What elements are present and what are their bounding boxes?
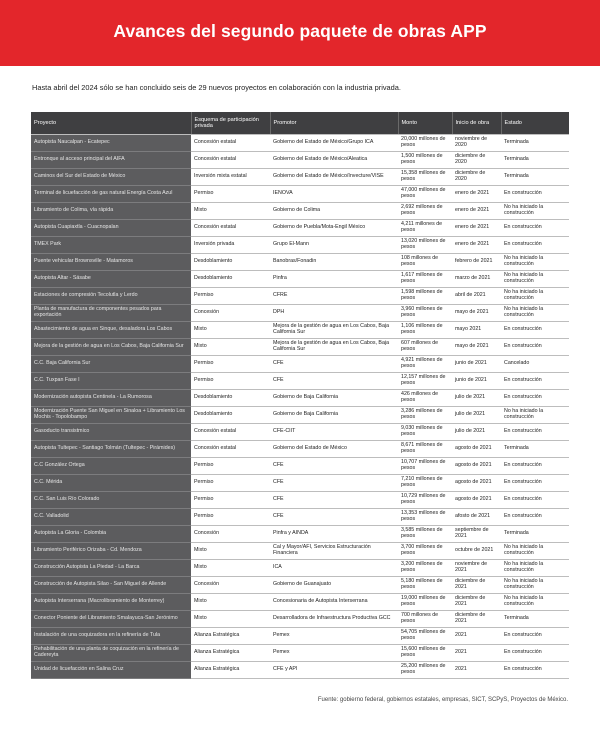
cell-promotor: Gobierno del Estado de México <box>270 441 398 458</box>
cell-estado: No ha iniciado la construcción <box>501 407 569 424</box>
cell-esquema: Permiso <box>191 509 270 526</box>
cell-esquema: Mixto <box>191 322 270 339</box>
cell-esquema: Permiso <box>191 475 270 492</box>
cell-estado: En construcción <box>501 220 569 237</box>
cell-inicio: octubre de 2021 <box>452 543 501 560</box>
cell-inicio: diciembre de 2021 <box>452 577 501 594</box>
cell-proyecto: TMEX Park <box>31 237 191 254</box>
projects-table <box>31 112 569 679</box>
cell-esquema: Mixto <box>191 543 270 560</box>
cell-monto: 25,200 millones de pesos <box>398 662 452 679</box>
cell-monto: 4,211 millones de pesos <box>398 220 452 237</box>
cell-inicio: junio de 2021 <box>452 356 501 373</box>
cell-promotor: Gobierno de Baja California <box>270 390 398 407</box>
table-row <box>31 492 569 509</box>
cell-monto: 7,210 millones de pesos <box>398 475 452 492</box>
cell-estado: En construcción <box>501 186 569 203</box>
cell-proyecto: Libramiento de Colima, vía rápida <box>31 203 191 220</box>
cell-proyecto: Entronque al acceso principal del AIFA <box>31 152 191 169</box>
cell-estado: No ha iniciado la construcción <box>501 577 569 594</box>
cell-esquema: Concesión <box>191 577 270 594</box>
cell-monto: 700 millones de pesos <box>398 611 452 628</box>
cell-esquema: Alianza Estratégica <box>191 628 270 645</box>
cell-estado: En construcción <box>501 628 569 645</box>
source-note: Fuente: gobierno federal, gobiernos estatales, empresas, SICT, SCPyS, Proyectos de México. <box>317 697 568 703</box>
cell-monto: 2,692 millones de pesos <box>398 203 452 220</box>
table-row <box>31 628 569 645</box>
cell-monto: 1,500 millones de pesos <box>398 152 452 169</box>
cell-monto: 15,358 millones de pesos <box>398 169 452 186</box>
cell-proyecto: Rehabilitación de una planta de coquización en la refinería de Cadereyta <box>31 645 191 662</box>
title-banner <box>0 0 600 66</box>
cell-proyecto: Modernización autopista Centinela - La Rumorosa <box>31 390 191 407</box>
cell-promotor: CFE <box>270 356 398 373</box>
cell-estado: En construcción <box>501 492 569 509</box>
cell-inicio: septiembre de 2021 <box>452 526 501 543</box>
cell-promotor: CFE-CIIT <box>270 424 398 441</box>
cell-proyecto: Instalación de una coquizadora en la refinería de Tula <box>31 628 191 645</box>
cell-esquema: Concesión estatal <box>191 441 270 458</box>
table-row <box>31 390 569 407</box>
cell-proyecto: Gasoducto transistmico <box>31 424 191 441</box>
cell-monto: 5,180 millones de pesos <box>398 577 452 594</box>
table-row <box>31 356 569 373</box>
cell-inicio: enero de 2021 <box>452 220 501 237</box>
cell-monto: 1,598 millones de pesos <box>398 288 452 305</box>
table-row <box>31 543 569 560</box>
cell-proyecto: Conector Poniente del Libramiento Smalayuca-San Jerónimo <box>31 611 191 628</box>
cell-promotor: IENOVA <box>270 186 398 203</box>
cell-promotor: DPH <box>270 305 398 322</box>
cell-proyecto: C.C. Mérida <box>31 475 191 492</box>
cell-proyecto: Puente vehicular Brownsville - Matamoros <box>31 254 191 271</box>
cell-proyecto: Abastecimiento de agua en Sinque, desaladora Los Cabos <box>31 322 191 339</box>
cell-proyecto: C.C. Tuxpan Fase I <box>31 373 191 390</box>
cell-esquema: Concesión estatal <box>191 220 270 237</box>
cell-promotor: CFE <box>270 492 398 509</box>
cell-proyecto: Construcción de Autopista Silao - San Miguel de Allende <box>31 577 191 594</box>
cell-promotor: Pemex <box>270 645 398 662</box>
cell-esquema: Alianza Estratégica <box>191 645 270 662</box>
cell-estado: No ha iniciado la construcción <box>501 560 569 577</box>
cell-promotor: Pinfra <box>270 271 398 288</box>
cell-monto: 3,700 millones de pesos <box>398 543 452 560</box>
table-row <box>31 526 569 543</box>
table-row <box>31 339 569 356</box>
cell-esquema: Inversión mixta estatal <box>191 169 270 186</box>
cell-esquema: Mixto <box>191 594 270 611</box>
cell-monto: 13,020 millones de pesos <box>398 237 452 254</box>
cell-monto: 47,000 millones de pesos <box>398 186 452 203</box>
cell-monto: 1,106 millones de pesos <box>398 322 452 339</box>
cell-inicio: afosto de 2021 <box>452 509 501 526</box>
table-row <box>31 577 569 594</box>
cell-proyecto: C.C. Baja California Sur <box>31 356 191 373</box>
cell-estado: En construcción <box>501 662 569 679</box>
cell-inicio: 2021 <box>452 645 501 662</box>
table-row <box>31 594 569 611</box>
cell-proyecto: Modernización Puente San Miguel en Sinaloa + Libramiento Los Mochis - Topolobampo <box>31 407 191 424</box>
table-row <box>31 611 569 628</box>
table-row <box>31 186 569 203</box>
table-body <box>31 135 569 679</box>
cell-estado: No ha iniciado la construcción <box>501 594 569 611</box>
cell-inicio: noviembre de 2020 <box>452 135 501 152</box>
cell-proyecto: Unidad de licuefacción en Salina Cruz <box>31 662 191 679</box>
page-title: Avances del segundo paquete de obras APP <box>113 21 487 41</box>
cell-proyecto: C.C González Ortega <box>31 458 191 475</box>
cell-inicio: 2021 <box>452 662 501 679</box>
cell-estado: En construcción <box>501 237 569 254</box>
cell-estado: En construcción <box>501 322 569 339</box>
cell-monto: 12,157 millones de pesos <box>398 373 452 390</box>
cell-esquema: Mixto <box>191 560 270 577</box>
cell-promotor: CFE <box>270 458 398 475</box>
cell-esquema: Concesión <box>191 305 270 322</box>
table-row <box>31 152 569 169</box>
cell-promotor: Concesionaria de Autopista Interserrana <box>270 594 398 611</box>
cell-estado: Terminada <box>501 152 569 169</box>
cell-inicio: 2021 <box>452 628 501 645</box>
cell-monto: 19,000 millones de pesos <box>398 594 452 611</box>
header-proyecto: Proyecto <box>31 112 191 135</box>
cell-proyecto: Autopista Naucalpan - Ecatepec <box>31 135 191 152</box>
table-row <box>31 220 569 237</box>
cell-inicio: diciembre de 2020 <box>452 169 501 186</box>
cell-inicio: mayo de 2021 <box>452 339 501 356</box>
cell-promotor: Gobierno de Colima <box>270 203 398 220</box>
cell-estado: En construcción <box>501 339 569 356</box>
cell-monto: 108 millones de pesos <box>398 254 452 271</box>
cell-inicio: febrero de 2021 <box>452 254 501 271</box>
cell-proyecto: Libramiento Periférico Orizaba - Cd. Mendoza <box>31 543 191 560</box>
cell-promotor: Gobierno de Puebla/Mota-Engil México <box>270 220 398 237</box>
cell-promotor: Pinfra y AINDA <box>270 526 398 543</box>
cell-estado: No ha iniciado la construcción <box>501 543 569 560</box>
table-row <box>31 424 569 441</box>
cell-promotor: Gobierno del Estado de México/Grupo ICA <box>270 135 398 152</box>
cell-estado: En construcción <box>501 390 569 407</box>
cell-estado: Terminada <box>501 169 569 186</box>
cell-monto: 426 millones de pesos <box>398 390 452 407</box>
table-row <box>31 645 569 662</box>
cell-proyecto: Construcción Autopista La Piedad - La Barca <box>31 560 191 577</box>
cell-inicio: enero de 2021 <box>452 186 501 203</box>
cell-promotor: Banobras/Fonadin <box>270 254 398 271</box>
cell-monto: 1,617 millones de pesos <box>398 271 452 288</box>
cell-promotor: Gobierno del Estado de México/Invecture/VISE <box>270 169 398 186</box>
header-promotor: Promotor <box>270 112 398 135</box>
cell-promotor: ICA <box>270 560 398 577</box>
cell-inicio: agosto de 2021 <box>452 492 501 509</box>
cell-esquema: Mixto <box>191 339 270 356</box>
cell-inicio: marzo de 2021 <box>452 271 501 288</box>
cell-proyecto: Autopista Cuapiaxtla - Cuacnopalan <box>31 220 191 237</box>
cell-esquema: Permiso <box>191 186 270 203</box>
cell-esquema: Desdoblamiento <box>191 271 270 288</box>
cell-inicio: julio de 2021 <box>452 424 501 441</box>
table-row <box>31 305 569 322</box>
cell-promotor: Grupo El-Mann <box>270 237 398 254</box>
cell-inicio: agosto de 2021 <box>452 475 501 492</box>
cell-inicio: noviembre de 2021 <box>452 560 501 577</box>
header-estado: Estado <box>501 112 569 135</box>
table-row <box>31 169 569 186</box>
cell-esquema: Concesión estatal <box>191 424 270 441</box>
cell-esquema: Permiso <box>191 288 270 305</box>
cell-monto: 20,000 millones de pesos <box>398 135 452 152</box>
cell-promotor: Gobierno de Guanajuato <box>270 577 398 594</box>
cell-proyecto: Caminos del Sur del Estado de México <box>31 169 191 186</box>
cell-esquema: Concesión estatal <box>191 135 270 152</box>
cell-promotor: Mejora de la gestión de agua en Los Cabos, Baja California Sur <box>270 322 398 339</box>
cell-estado: En construcción <box>501 424 569 441</box>
cell-inicio: junio de 2021 <box>452 373 501 390</box>
cell-inicio: julio de 2021 <box>452 390 501 407</box>
cell-monto: 54,705 millones de pesos <box>398 628 452 645</box>
table-row <box>31 509 569 526</box>
table-row <box>31 135 569 152</box>
cell-proyecto: Autopista Interserrana (Macrolibramiento de Monterrey) <box>31 594 191 611</box>
cell-esquema: Inversión privada <box>191 237 270 254</box>
cell-inicio: diciembre de 2021 <box>452 594 501 611</box>
cell-esquema: Permiso <box>191 356 270 373</box>
cell-estado: Terminada <box>501 611 569 628</box>
table-row <box>31 203 569 220</box>
cell-esquema: Desdoblamiento <box>191 407 270 424</box>
cell-esquema: Permiso <box>191 458 270 475</box>
cell-promotor: CFRE <box>270 288 398 305</box>
cell-monto: 9,030 millones de pesos <box>398 424 452 441</box>
cell-esquema: Mixto <box>191 203 270 220</box>
cell-proyecto: Planta de manufactura de componentes pesados para exportación <box>31 305 191 322</box>
cell-proyecto: Mejora de la gestión de agua en Los Cabos, Baja California Sur <box>31 339 191 356</box>
cell-monto: 3,585 millones de pesos <box>398 526 452 543</box>
cell-proyecto: C.C. Valladolid <box>31 509 191 526</box>
cell-monto: 607 millones de pesos <box>398 339 452 356</box>
cell-esquema: Desdoblamiento <box>191 390 270 407</box>
header-monto: Monto <box>398 112 452 135</box>
cell-inicio: abril de 2021 <box>452 288 501 305</box>
cell-proyecto: Estaciones de compresión Tecolutla y Lerdo <box>31 288 191 305</box>
cell-esquema: Desdoblamiento <box>191 254 270 271</box>
cell-estado: En construcción <box>501 458 569 475</box>
cell-promotor: Desarrolladora de Infraestructura Productiva GCC <box>270 611 398 628</box>
cell-esquema: Permiso <box>191 373 270 390</box>
cell-promotor: CFE <box>270 373 398 390</box>
cell-inicio: agosto de 2021 <box>452 458 501 475</box>
cell-promotor: CFE <box>270 475 398 492</box>
cell-inicio: julio de 2021 <box>452 407 501 424</box>
cell-promotor: Cal y Mayor/AFI, Servicios Estructuración Financiera <box>270 543 398 560</box>
cell-esquema: Permiso <box>191 492 270 509</box>
cell-monto: 13,353 millones de pesos <box>398 509 452 526</box>
intro-text: Hasta abril del 2024 sólo se han concluido seis de 29 nuevos proyectos en colaboración con la industria privada. <box>32 83 401 92</box>
cell-estado: En construcción <box>501 509 569 526</box>
table-row <box>31 288 569 305</box>
cell-estado: En construcción <box>501 373 569 390</box>
cell-monto: 10,729 millones de pesos <box>398 492 452 509</box>
cell-promotor: CFE y API <box>270 662 398 679</box>
cell-esquema: Alianza Estratégica <box>191 662 270 679</box>
table-row <box>31 407 569 424</box>
cell-estado: Terminada <box>501 526 569 543</box>
cell-monto: 10,707 millones de pesos <box>398 458 452 475</box>
cell-promotor: Mejora de la gestión de agua en Los Cabos, Baja California Sur <box>270 339 398 356</box>
cell-inicio: agosto de 2021 <box>452 441 501 458</box>
cell-monto: 15,600 millones de pesos <box>398 645 452 662</box>
cell-estado: No ha iniciado la construcción <box>501 271 569 288</box>
table-header-row <box>31 112 569 135</box>
cell-inicio: enero de 2021 <box>452 237 501 254</box>
table-row <box>31 662 569 679</box>
cell-monto: 3,960 millones de pesos <box>398 305 452 322</box>
cell-esquema: Concesión estatal <box>191 152 270 169</box>
cell-promotor: Pemex <box>270 628 398 645</box>
cell-estado: En construcción <box>501 645 569 662</box>
cell-estado: No ha iniciado la construcción <box>501 305 569 322</box>
cell-esquema: Mixto <box>191 611 270 628</box>
cell-inicio: diciembre de 2021 <box>452 611 501 628</box>
cell-promotor: CFE <box>270 509 398 526</box>
table-row <box>31 237 569 254</box>
cell-inicio: mayo 2021 <box>452 322 501 339</box>
cell-estado: En construcción <box>501 475 569 492</box>
cell-monto: 3,200 millones de pesos <box>398 560 452 577</box>
table-row <box>31 475 569 492</box>
cell-proyecto: C.C. San Luis Río Colorado <box>31 492 191 509</box>
table-row <box>31 458 569 475</box>
cell-estado: Terminada <box>501 135 569 152</box>
cell-inicio: diciembre de 2020 <box>452 152 501 169</box>
cell-estado: Terminada <box>501 441 569 458</box>
cell-monto: 4,921 millones de pesos <box>398 356 452 373</box>
header-esquema: Esquema de participación privada <box>191 112 270 135</box>
cell-estado: Cancelado <box>501 356 569 373</box>
cell-promotor: Gobierno de Baja California <box>270 407 398 424</box>
table-row <box>31 271 569 288</box>
table-row <box>31 373 569 390</box>
cell-estado: No ha iniciado la construcción <box>501 288 569 305</box>
cell-proyecto: Autopista La Gloria - Colombia <box>31 526 191 543</box>
cell-estado: No ha iniciado la construcción <box>501 254 569 271</box>
table-row <box>31 441 569 458</box>
header-inicio: Inicio de obra <box>452 112 501 135</box>
cell-proyecto: Autopista Tultepec - Santiago Tolmán (Tultepec - Pirámides) <box>31 441 191 458</box>
table-row <box>31 254 569 271</box>
table-row <box>31 560 569 577</box>
table-row <box>31 322 569 339</box>
cell-proyecto: Autopista Altar - Sásabe <box>31 271 191 288</box>
cell-inicio: enero de 2021 <box>452 203 501 220</box>
cell-promotor: Gobierno del Estado de México/Aleatica <box>270 152 398 169</box>
cell-monto: 3,286 millones de pesos <box>398 407 452 424</box>
cell-estado: No ha iniciado la construcción <box>501 203 569 220</box>
cell-proyecto: Terminal de licuefacción de gas natural Energía Costa Azul <box>31 186 191 203</box>
cell-esquema: Concesión <box>191 526 270 543</box>
cell-inicio: mayo de 2021 <box>452 305 501 322</box>
cell-monto: 8,671 millones de pesos <box>398 441 452 458</box>
